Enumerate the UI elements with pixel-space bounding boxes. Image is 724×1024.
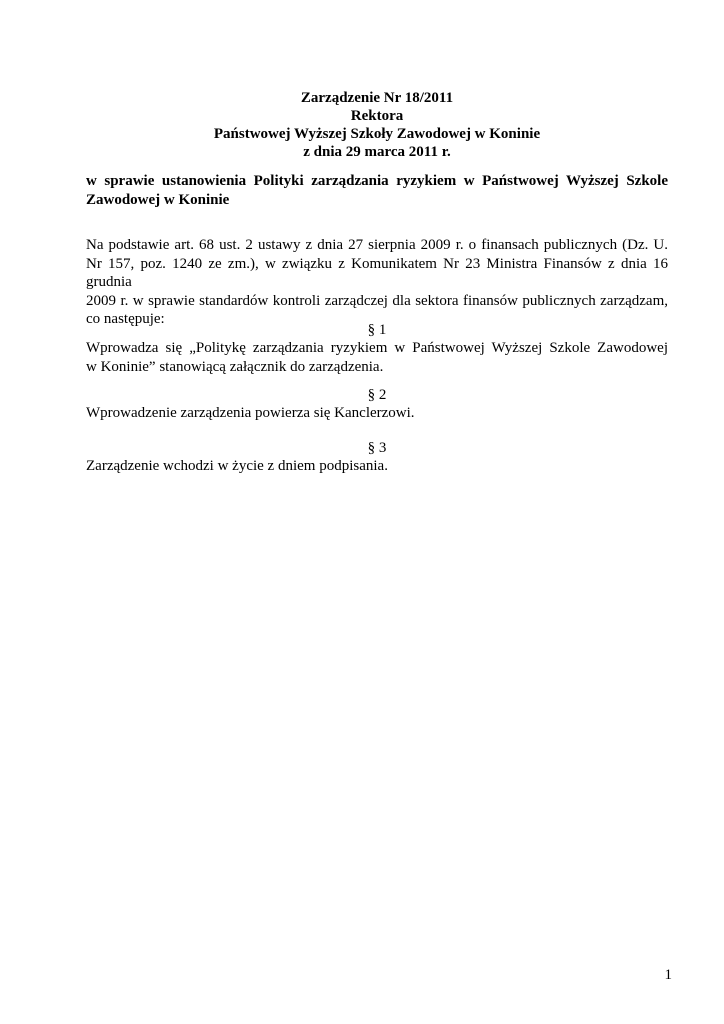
institution-name: Państwowej Wyższej Szkoły Zawodowej w Koninie [213, 126, 541, 142]
paragraph-line: Nr 157, poz. 1240 ze zm.), w związku z Komunikatem Nr 23 Ministra Finansów z dnia 16 grudnia [86, 255, 668, 290]
section-text-1 [86, 339, 668, 376]
section-heading-2: § 2 [367, 387, 387, 403]
paragraph-line: Na podstawie art. 68 ust. 2 ustawy z dnia 27 sierpnia 2009 r. o finansach publicznych (Dz. U. [86, 237, 668, 253]
legal-basis-paragraph [86, 236, 668, 329]
paragraph-line: 2009 r. w sprawie standardów kontroli zarządczej dla sektora finansów publicznych zarządzam, [86, 292, 668, 309]
document-header [86, 89, 668, 161]
ordinance-date: z dnia 29 marca 2011 r. [303, 144, 451, 160]
paragraph-line: Wprowadzenie zarządzenia powierza się Kanclerzowi. [86, 405, 415, 421]
subject-line: Zawodowej w Koninie [86, 192, 230, 208]
page-number: 1 [664, 967, 672, 983]
ordinance-number: Zarządzenie Nr 18/2011 [300, 90, 454, 106]
paragraph-line: Wprowadza się „Politykę zarządzania ryzykiem w Państwowej Wyższej Szkole Zawodowej [86, 340, 668, 356]
paragraph-line: Zarządzenie wchodzi w życie z dniem podpisania. [86, 458, 388, 474]
section-heading-3: § 3 [367, 440, 387, 456]
paragraph-line: co następuje: [86, 311, 165, 327]
document-subject [86, 172, 668, 210]
section-heading-1: § 1 [367, 322, 387, 338]
subject-line: w sprawie ustanowienia Polityki zarządzania ryzykiem w Państwowej Wyższej Szkole [86, 173, 668, 189]
paragraph-line: w Koninie” stanowiącą załącznik do zarządzenia. [86, 358, 384, 375]
section-text-2 [86, 404, 668, 423]
issuer-title: Rektora [350, 108, 404, 124]
section-text-3 [86, 457, 668, 476]
